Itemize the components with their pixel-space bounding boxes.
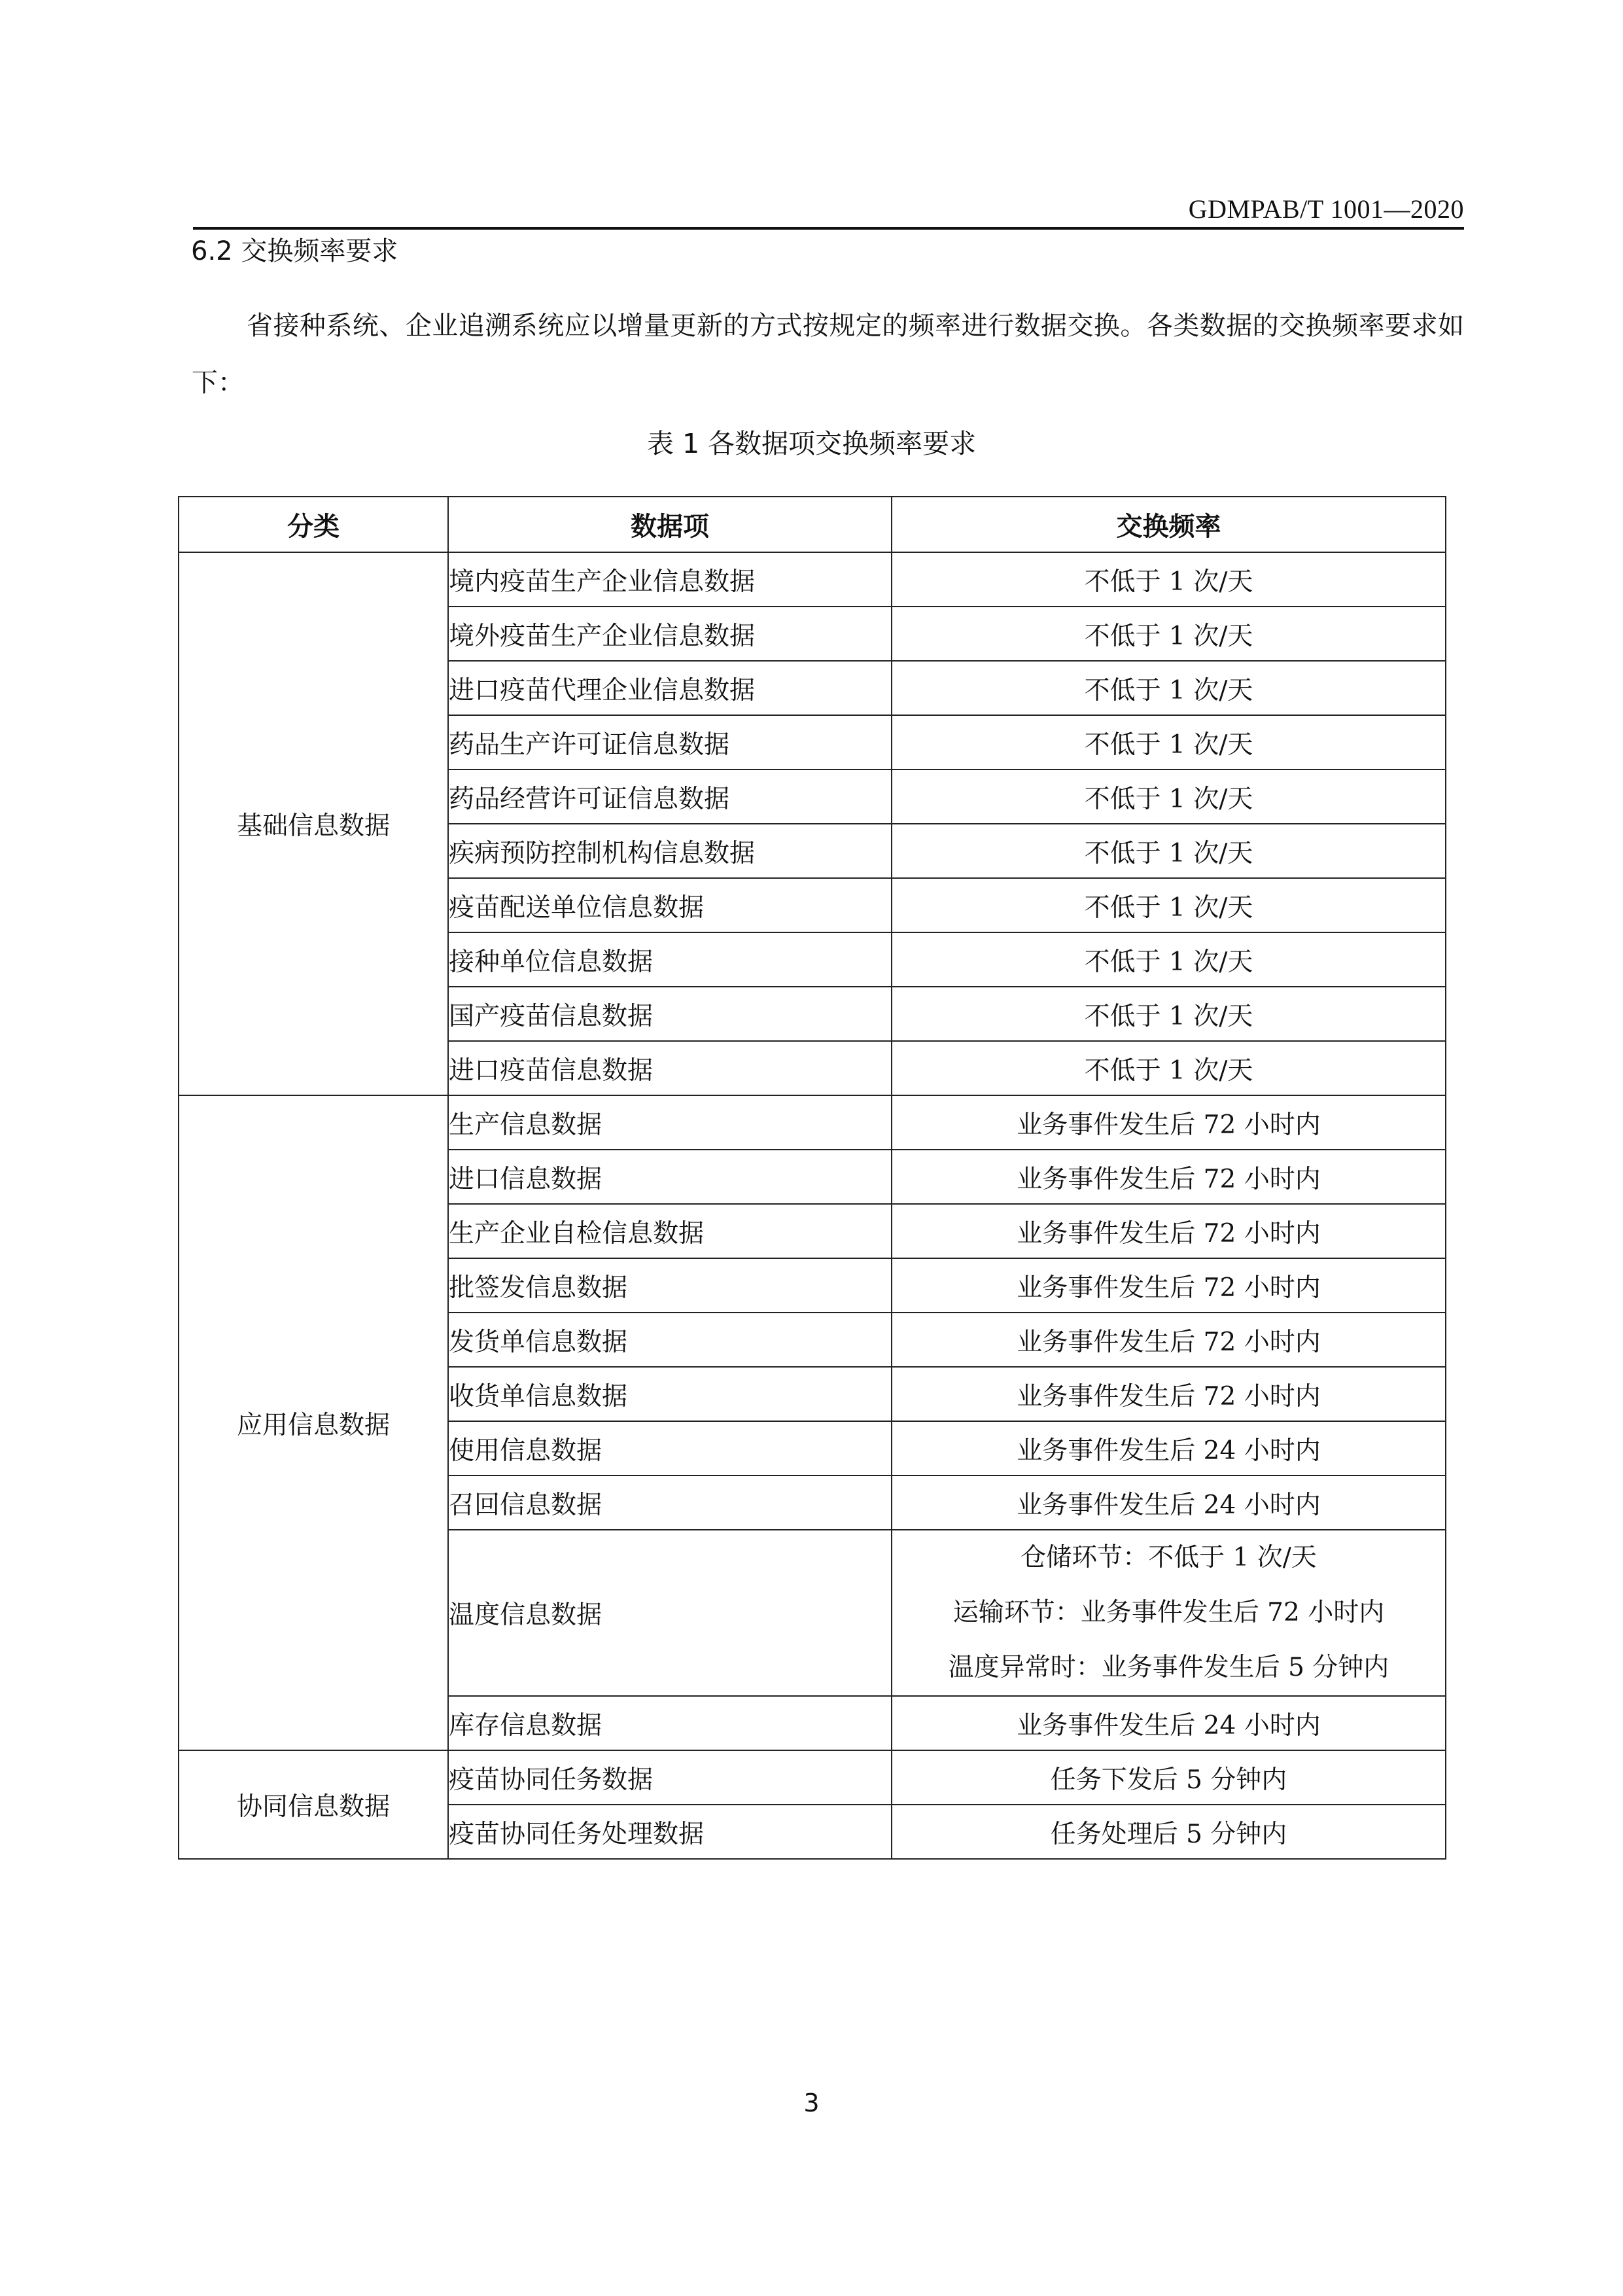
- section-heading: 6.2 交换频率要求: [191, 236, 398, 266]
- header-frequency: 交换频率: [892, 497, 1446, 552]
- frequency-cell-multiline: [892, 1530, 1446, 1696]
- frequency-line: 仓储环节：不低于 1 次/天: [1021, 1543, 1317, 1572]
- data-item-cell: 疫苗配送单位信息数据: [448, 878, 892, 932]
- frequency-cell: 业务事件发生后 24 小时内: [892, 1696, 1446, 1750]
- table-caption: 表 1 各数据项交换频率要求: [646, 428, 977, 459]
- data-item-cell: 库存信息数据: [448, 1696, 892, 1750]
- header-category: 分类: [179, 497, 448, 552]
- table-row: [179, 552, 1446, 607]
- category-cell: 基础信息数据: [179, 552, 448, 1095]
- header-rule: [193, 227, 1464, 230]
- data-item-cell: 温度信息数据: [448, 1530, 892, 1696]
- frequency-cell: 业务事件发生后 72 小时内: [892, 1150, 1446, 1204]
- category-cell: 应用信息数据: [179, 1095, 448, 1750]
- table-row: [179, 1750, 1446, 1805]
- data-item-cell: 发货单信息数据: [448, 1313, 892, 1367]
- data-item-cell: 批签发信息数据: [448, 1258, 892, 1313]
- data-item-cell: 药品生产许可证信息数据: [448, 715, 892, 769]
- data-item-cell: 召回信息数据: [448, 1475, 892, 1530]
- frequency-line: 温度异常时：业务事件发生后 5 分钟内: [948, 1653, 1389, 1682]
- header-data-item: 数据项: [448, 497, 892, 552]
- data-item-cell: 疾病预防控制机构信息数据: [448, 824, 892, 878]
- frequency-cell: 业务事件发生后 72 小时内: [892, 1367, 1446, 1421]
- frequency-cell: 业务事件发生后 72 小时内: [892, 1258, 1446, 1313]
- data-item-cell: 境外疫苗生产企业信息数据: [448, 607, 892, 661]
- frequency-cell: 业务事件发生后 72 小时内: [892, 1095, 1446, 1150]
- data-item-cell: 药品经营许可证信息数据: [448, 769, 892, 824]
- table-header-row: [179, 497, 1446, 552]
- frequency-cell: 不低于 1 次/天: [892, 552, 1446, 607]
- data-item-cell: 进口信息数据: [448, 1150, 892, 1204]
- frequency-cell: 不低于 1 次/天: [892, 824, 1446, 878]
- frequency-cell: 业务事件发生后 72 小时内: [892, 1313, 1446, 1367]
- frequency-cell: 不低于 1 次/天: [892, 878, 1446, 932]
- data-item-cell: 接种单位信息数据: [448, 932, 892, 987]
- category-cell: 协同信息数据: [179, 1750, 448, 1859]
- table-row: [179, 1095, 1446, 1150]
- data-item-cell: 境内疫苗生产企业信息数据: [448, 552, 892, 607]
- frequency-cell: 任务处理后 5 分钟内: [892, 1805, 1446, 1859]
- intro-paragraph: 省接种系统、企业追溯系统应以增量更新的方式按规定的频率进行数据交换。各类数据的交换频率要求如下：: [192, 311, 1464, 398]
- frequency-cell: 不低于 1 次/天: [892, 607, 1446, 661]
- frequency-cell: 不低于 1 次/天: [892, 769, 1446, 824]
- frequency-cell: 业务事件发生后 24 小时内: [892, 1475, 1446, 1530]
- frequency-cell: 业务事件发生后 24 小时内: [892, 1421, 1446, 1475]
- frequency-cell: 不低于 1 次/天: [892, 661, 1446, 715]
- frequency-cell: 不低于 1 次/天: [892, 715, 1446, 769]
- frequency-cell: 不低于 1 次/天: [892, 932, 1446, 987]
- frequency-cell: 业务事件发生后 72 小时内: [892, 1204, 1446, 1258]
- frequency-cell: 任务下发后 5 分钟内: [892, 1750, 1446, 1805]
- frequency-cell: 不低于 1 次/天: [892, 1041, 1446, 1095]
- data-item-cell: 收货单信息数据: [448, 1367, 892, 1421]
- data-item-cell: 进口疫苗代理企业信息数据: [448, 661, 892, 715]
- data-item-cell: 疫苗协同任务数据: [448, 1750, 892, 1805]
- data-item-cell: 进口疫苗信息数据: [448, 1041, 892, 1095]
- document-code: GDMPAB/T 1001—2020: [1188, 194, 1464, 224]
- page-number: 3: [803, 2089, 820, 2117]
- data-item-cell: 国产疫苗信息数据: [448, 987, 892, 1041]
- data-item-cell: 使用信息数据: [448, 1421, 892, 1475]
- frequency-cell: 不低于 1 次/天: [892, 987, 1446, 1041]
- data-item-cell: 疫苗协同任务处理数据: [448, 1805, 892, 1859]
- data-item-cell: 生产企业自检信息数据: [448, 1204, 892, 1258]
- exchange-frequency-table: [178, 496, 1446, 1860]
- frequency-line: 运输环节：业务事件发生后 72 小时内: [952, 1598, 1385, 1627]
- data-item-cell: 生产信息数据: [448, 1095, 892, 1150]
